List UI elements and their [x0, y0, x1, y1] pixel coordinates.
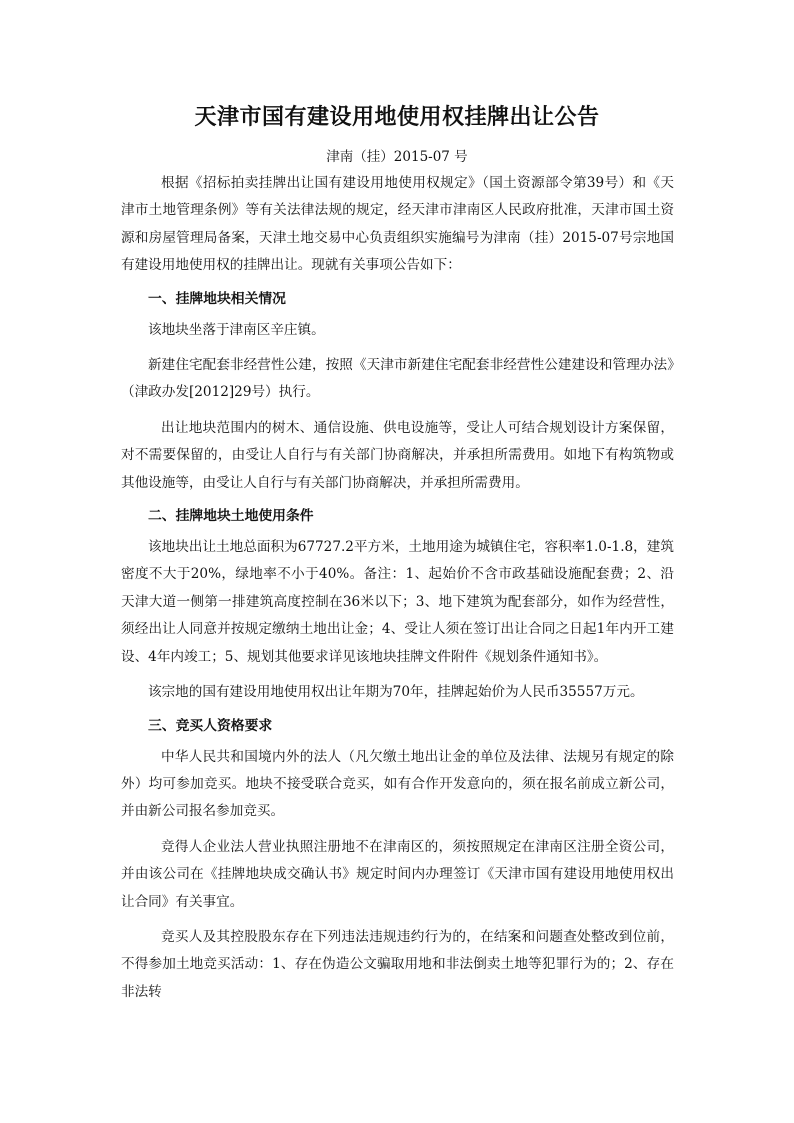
section3-paragraph-violations: 竞买人及其控股股东存在下列违法违规违约行为的，在结案和问题查处整改到位前，不得参加土地竞买活动：1、存在伪造公文骗取用地和非法倒卖土地等犯罪行为的；2、存在非法转 [121, 928, 674, 1000]
section3-paragraph-eligibility: 中华人民共和国境内外的法人（凡欠缴土地出让金的单位及法律、法规另有规定的除外）均可参加竞买。地块不接受联合竞买，如有合作开发意向的，须在报名前成立新公司，并由新公司报名参加竞买。 [121, 748, 674, 820]
document-number: 津南（挂）2015-07 号 [326, 149, 468, 165]
section-heading-1: 一、挂牌地块相关情况 [148, 290, 286, 307]
section1-paragraph-location: 该地块坐落于津南区辛庄镇。 [148, 321, 325, 338]
section2-paragraph-price: 该宗地的国有建设用地使用权出让年期为70年，挂牌起始价为人民币35557万元。 [148, 684, 644, 701]
section3-paragraph-registration: 竞得人企业法人营业执照注册地不在津南区的，须按照规定在津南区注册全资公司，并由该公司在《挂牌地块成交确认书》规定时间内办理签订《天津市国有建设用地使用权出让合同》有关事宜。 [121, 838, 674, 910]
document-body [121, 170, 674, 1006]
intro-paragraph: 根据《招标拍卖挂牌出让国有建设用地使用权规定》（国土资源部令第39号）和《天津市土地管理条例》等有关法律法规的规定，经天津市津南区人民政府批准，天津市国土资源和房屋管理局备案，天津土地交易中心负责组织实施编号为津南（挂）2015-07号宗地国有建设用地使用权的挂牌出让。现就有关事项公告如下： [121, 175, 674, 274]
section1-paragraph-facilities: 新建住宅配套非经营性公建，按照《天津市新建住宅配套非经营性公建建设和管理办法》（津政办发[2012]29号）执行。 [121, 357, 674, 401]
document-title: 天津市国有建设用地使用权挂牌出让公告 [194, 105, 600, 130]
section-heading-3: 三、竞买人资格要求 [148, 717, 273, 734]
section-heading-2: 二、挂牌地块土地使用条件 [148, 508, 314, 525]
section2-paragraph-conditions: 该地块出让土地总面积为67727.2平方米，土地用途为城镇住宅，容积率1.0-1.8，建筑密度不大于20%，绿地率不小于40%。备注：1、起始价不含市政基础设施配套费；2、沿天津大道一侧第一排建筑高度控制在36米以下；3、地下建筑为配套部分，如作为经营性，须经出让人同意并按规定缴纳土地出让金；4、受让人须在签订出让合同之日起1年内开工建设、4年内竣工；5、规划其他要求详见该地块挂牌文件附件《规划条件通知书》。 [121, 539, 674, 665]
section1-paragraph-trees: 出让地块范围内的树木、通信设施、供电设施等，受让人可结合规划设计方案保留，对不需要保留的，由受让人自行与有关部门协商解决，并承担所需费用。如地下有构筑物或其他设施等，由受让人自行与有关部门协商解决，并承担所需费用。 [121, 419, 674, 491]
